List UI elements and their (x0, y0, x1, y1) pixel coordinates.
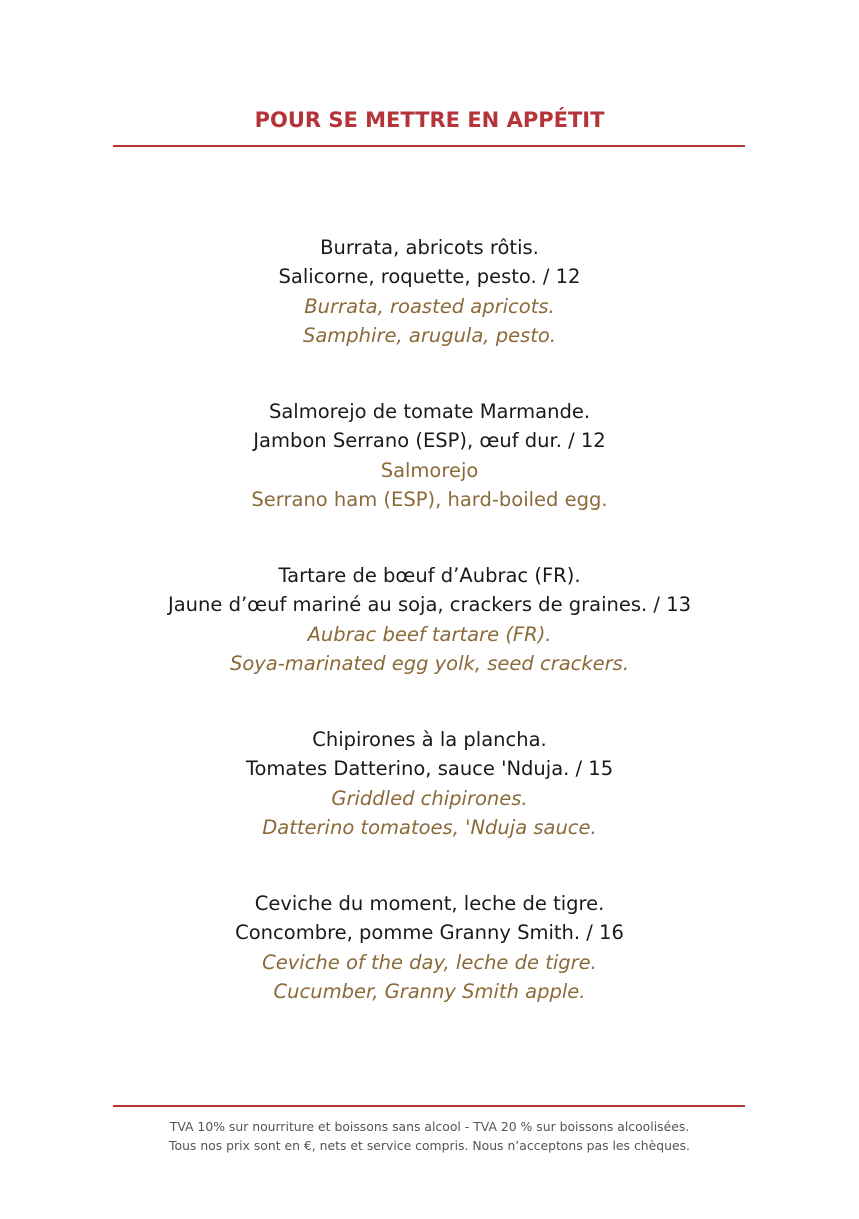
item-english-line-1: Salmorejo (380, 458, 479, 482)
item-french-line-2: Tomates Datterino, sauce 'Nduja. / 15 (245, 757, 614, 781)
footer-vat-note: TVA 10% sur nourriture et boissons sans alcool - TVA 20 % sur boissons alcoolisées. (169, 1119, 690, 1134)
item-english-line-2: Samphire, arugula, pesto. (302, 323, 557, 347)
item-french-line-2: Jaune d’œuf mariné au soja, crackers de graines. / 13 (167, 593, 692, 617)
section-title: POUR SE METTRE EN APPÉTIT (254, 108, 605, 132)
footer-pricing-note: Tous nos prix sont en €, nets et service compris. Nous n’acceptons pas les chèques. (169, 1138, 690, 1153)
item-english-line-2: Datterino tomatoes, 'Nduja sauce. (262, 815, 597, 839)
menu-item (0, 397, 859, 561)
item-english-line-1: Ceviche of the day, leche de tigre. (262, 950, 597, 974)
item-french-line-2: Salicorne, roquette, pesto. / 12 (278, 265, 581, 289)
title-divider (113, 145, 745, 147)
item-french-line-2: Concombre, pomme Granny Smith. / 16 (235, 921, 624, 945)
menu-item (0, 889, 859, 1053)
menu-item (0, 725, 859, 889)
footer-notes (0, 1117, 859, 1155)
item-french-line-1: Ceviche du moment, leche de tigre. (254, 892, 605, 915)
menu-item (0, 561, 859, 725)
item-english-line-2: Serrano ham (ESP), hard-boiled egg. (251, 487, 608, 511)
menu-items-list (0, 233, 859, 1053)
item-english-line-2: Soya-marinated egg yolk, seed crackers. (229, 651, 630, 675)
item-english-line-1: Griddled chipirones. (331, 786, 528, 810)
item-english-line-2: Cucumber, Granny Smith apple. (273, 979, 586, 1003)
item-french-line-1: Tartare de bœuf d’Aubrac (FR). (278, 564, 581, 587)
menu-item (0, 233, 859, 397)
item-french-line-1: Burrata, abricots rôtis. (320, 236, 539, 259)
item-french-line-1: Chipirones à la plancha. (312, 728, 547, 751)
item-french-line-2: Jambon Serrano (ESP), œuf dur. / 12 (253, 429, 606, 453)
item-english-line-1: Burrata, roasted apricots. (304, 294, 555, 318)
footer-divider (113, 1105, 745, 1107)
item-english-line-1: Aubrac beef tartare (FR). (307, 622, 552, 646)
item-french-line-1: Salmorejo de tomate Marmande. (268, 400, 591, 423)
